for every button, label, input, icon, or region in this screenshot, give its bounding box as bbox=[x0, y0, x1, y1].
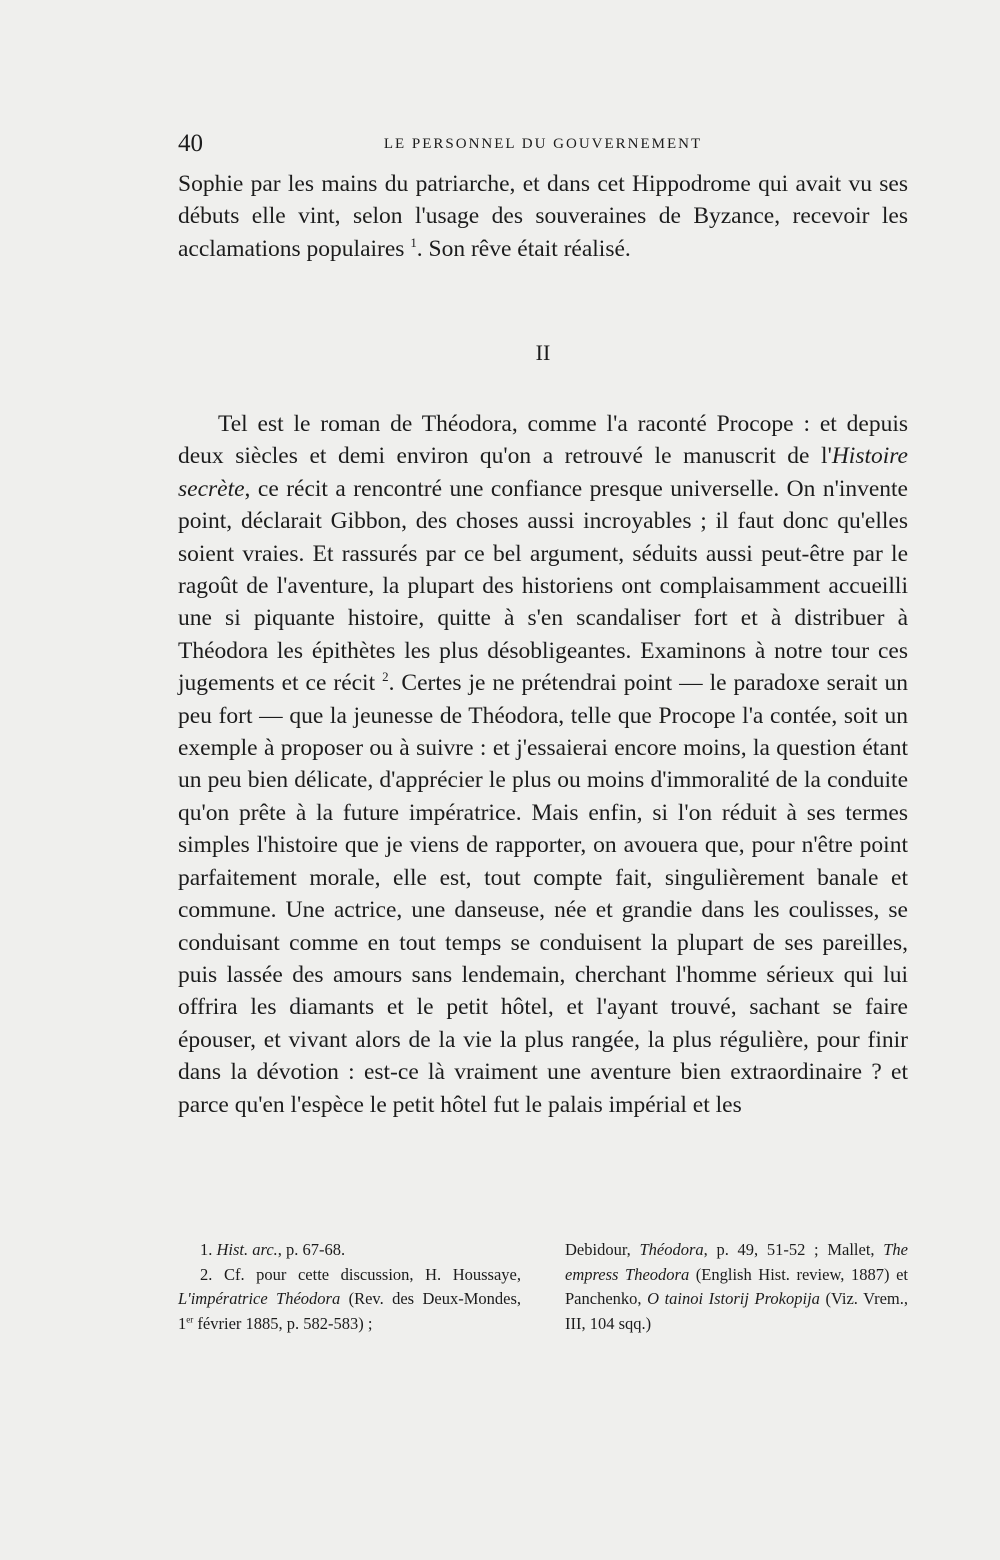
footnote-2 bbox=[178, 1263, 521, 1337]
footnote-2-after-1b: février 1885, p. 582-583) ; bbox=[193, 1313, 373, 1333]
page-number: 40 bbox=[178, 130, 203, 157]
footnotes-right-column bbox=[565, 1238, 908, 1336]
footnote-2-cont-a: Debidour, bbox=[565, 1240, 640, 1259]
footnote-2-cont-b: , p. 49, 51-52 ; Mallet, bbox=[703, 1240, 884, 1259]
footnotes-left-column bbox=[178, 1238, 521, 1336]
footnote-2-title-4: O tainoi Istorij Prokopija bbox=[647, 1289, 820, 1308]
footnote-ref-2[interactable]: 2 bbox=[382, 669, 389, 685]
footnote-ref-1[interactable]: 1 bbox=[410, 234, 417, 250]
paragraph-1-text-end: . Son rêve était réalisé. bbox=[416, 235, 631, 262]
footnote-2-title-3: The empress Theodora bbox=[565, 1240, 908, 1284]
footnote-1 bbox=[178, 1238, 521, 1263]
footnote-1-source: Hist. arc. bbox=[216, 1240, 278, 1259]
footnote-2-title-1: L'impératrice Théodora bbox=[178, 1289, 341, 1308]
paragraph-2-part-a: Tel est le roman de Théodora, comme l'a raconté Procope : et depuis deux siècles et demi environ qu'on a retrouvé le manuscrit de l' bbox=[178, 411, 908, 470]
paragraph-2 bbox=[178, 408, 908, 1121]
paragraph-2-part-b: , ce récit a rencontré une confiance presque universelle. On n'invente point, déclarait Gibbon, des choses aussi incroyables ; il faut donc qu'elles soient vraies. Et rassurés par ce bel argument, séduits aussi peut-être par le ragoût de l'aventure, la plupart des historiens ont complaisamment accueilli une si piquante histoire, quitte à s'en scandaliser fort et à distribuer à Théodora les épithètes les plus désobligeantes. Examinons à notre tour ces jugements et ce récit bbox=[178, 475, 908, 697]
footnote-2-marker: 2. bbox=[200, 1264, 224, 1284]
footnote-2-cont-c: (English Hist. review, 1887) et Panchenko, bbox=[565, 1264, 908, 1308]
paragraph-2-part-c: . Certes je ne prétendrai point — le paradoxe serait un peu fort — que la jeunesse de Théodora, telle que Procope l'a contée, soit un exemple à proposer ou à suivre : et j'essaierai encore moins, la question étant un peu bien délicate, d'apprécier le plus ou moins d'immoralité de la conduite qu'on prête à la future impératrice. Mais enfin, si l'on réduit à ses termes simples l'histoire que je viens de rapporter, on avouera que, pour n'être point parfaitement morale, elle est, tout compte fait, singulièrement banale et commune. Une actrice, une danseuse, née et grandie dans les coulisses, se conduisant comme en tout temps se conduisent la plupart de ses pareilles, puis lassée des amours sans lendemain, cherchant l'homme sérieux qui lui offrira les diamants et le petit hôtel, et l'ayant trouvé, sachant se faire épouser, et vivant alors de la vie la plus rangée, la plus régulière, pour finir dans la dévotion : est-ce là vraiment une aventure bien extraordinaire ? et parce qu'en l'espèce le petit hôtel fut le palais impérial et les bbox=[178, 670, 908, 1118]
section-heading: II bbox=[535, 340, 551, 365]
paragraph-1-text: Sophie par les mains du patriarche, et dans cet Hippodrome qui avait vu ses débuts elle vint, selon l'usage des souveraines de Byzance, recevoir les acclamations populaires bbox=[178, 171, 908, 262]
footnote-1-pages: , p. 67-68. bbox=[277, 1240, 346, 1259]
footnote-2-sup: er bbox=[186, 1314, 194, 1325]
footnote-2-title-2: Théodora bbox=[639, 1240, 704, 1259]
footnote-2-after-1: (Rev. des Deux-Mondes, 1 bbox=[178, 1289, 521, 1333]
paragraph-1 bbox=[178, 168, 908, 265]
histoire-secrete-title: Histoire secrète bbox=[178, 443, 908, 502]
footnote-2-lead: Cf. pour cette discussion, H. Houssaye, bbox=[223, 1264, 522, 1284]
running-head: LE PERSONNEL DU GOUVERNEMENT bbox=[383, 136, 703, 152]
footnote-2-continued bbox=[565, 1238, 908, 1336]
footnote-1-marker: 1. bbox=[200, 1240, 217, 1259]
footnote-2-cont-d: (Viz. Vrem., III, 104 sqq.) bbox=[565, 1289, 909, 1333]
page-header bbox=[178, 130, 908, 160]
